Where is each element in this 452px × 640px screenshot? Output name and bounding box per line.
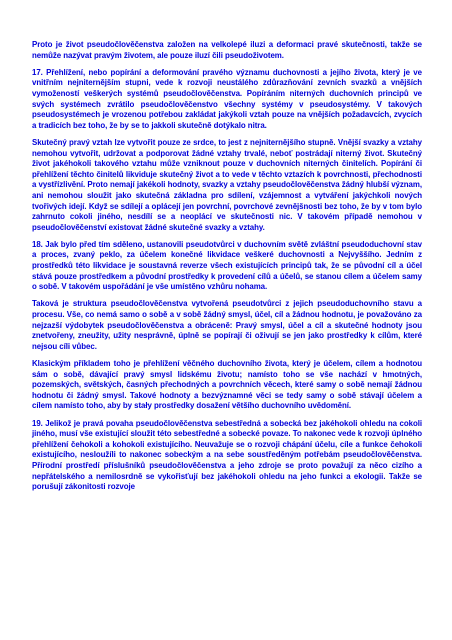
paragraph-18: 18. Jak bylo před tím sděleno, ustanovili pseudotvůrci v duchovním světě zvláštní pseudoduchovní stav a proces, zvaný peklo, za účelem konečné likvidace veškeré duchovnosti a Nejvyššího. Jedním z prostředků této likvidace je soustavná reverze všech existujících principů tak, že se původní cíl a účel stává pouze prostředkem a původní prostředky k provedení cílů a účelů, se stanou cílem a účelem samy o sobě. V takovém uspořádání je vše umístěno vzhůru nohama.	[32, 239, 422, 292]
paragraph-17: 17. Přehlížení, nebo popírání a deformování pravého významu duchovnosti a jejího života, který je ve vnitřním nejniternějším stupni, vede k rozvoji neustálého zdůrazňování zevních svazků a vnějších vymožeností veškerých systémů pseudočlověčenstva. Popíráním niterných duchovních principů ve svých systémech zvrátilo pseudočlověčenstvo všechny systémy v pseudosystémy. V takových pseudosystémech je vrozenou potřebou zakládat jakýkoli vztah pouze na vnějších požadavcích, zvycích a tradicích bez toho, že by se to jakkoli skutečně dotýkalo nitra.	[32, 67, 422, 130]
paragraph-intro: Proto je život pseudočlověčenstva založen na velkolepé iluzi a deformaci pravé skutečnosti, takže se nemůže nazývat pravým životem, ale pouze iluzí čili pseudoživotem.	[32, 40, 422, 60]
paragraph-18-example: Klasickým příkladem toho je přehlížení věčného duchovního života, který je účelem, cílem a hodnotou sám o sobě, dávající pravý smysl lidskému životu; namísto toho se vše nachází v hmotných, pozemských, světských, časných přechodných a povrchních věcech, které samy o sobě nemají žádnou hodnotu či žádný smysl. Takové hodnoty a bezvýznamné věci se tedy samy o sobě stávají účelem a cílem namísto toho, aby by stały prostředky dosažení většího duchovního uvědomění.	[32, 359, 422, 411]
paragraph-18-structure: Taková je struktura pseudočlověčenstva vytvořená pseudotvůrci z jejich pseudoduchovního stavu a procesu. Vše, co nemá samo o sobě a v sobě žádný smysl, účel, cíl a žádnou hodnotu, je považováno za nejzazší výdobytek pseudočlověčenstva a obráceně: Pravý smysl, účel a cíl a skutečné hodnoty jsou znetvořeny, zneužity, užity nesprávně, úplně se popírají či oživují se jen jako prostředky k cílům, které nejsou cíli vůbec.	[32, 299, 422, 351]
paragraph-19: 19. Jelikož je pravá povaha pseudočlověčenstva sebestředná a sobecká bez jakéhokoli ohledu na cokoli jiného, musí vše existující sloužit této sebestředné a sobecké povaze. To nakonec vede k rozvoji úplného přehlížení čehokoli a kohokoli existujícího. Neuvažuje se o rozvoji chápání účelu, cíle a funkce čehokoli existujícího, nesloužíli to nakonec sobeckým a na sebe soustředěným potřebám pseudočlověčenstva. Přírodní prostředí příslušníků pseudočlověčenstva a jeho zdroje se proto považují za něco cizího a nepřátelského a nemilosrdně se vykořisťují bez jakéhokoli ohledu na jeho funkci a ekologii. Takže se porušují zákonitosti rozvoje	[32, 418, 422, 492]
paragraph-17-continued: Skutečný pravý vztah lze vytvořit pouze ze srdce, to jest z nejniternějšího stupně. Vnější svazky a vztahy nemohou vytvořit, udržovat a podporovat žádné vztahy trvalé, neboť postrádají niterný život. Skutečný život jakéhokoli takového vztahu může vzniknout pouze v duchovních niterných činitelích. Popírání či přehlížení těchto činitelů likviduje skutečný život a to vede v těchto vztazích k povrchnosti, přechodnosti a vystřízlivění. Proto nemají jakékoli hodnoty, svazky a vztahy pseudočlověčenstva žádný hlubší význam, ani nemohou sloužit jako skutečná základna pro sdílení, vzájemnost a vytváření jakýchkoli nových tvořivých idejí. Když se sdílejí a oplácejí jen povrchní, povrchové zevnějšnosti bez toho, že by v tom bylo zahrnuto cokoli jiného, nesdílí se a neoplácí ve skutečnosti nic. V takovém případě nemohou v pseudočlověčenství existovat žádné skutečné svazky a vztahy.	[32, 137, 422, 232]
